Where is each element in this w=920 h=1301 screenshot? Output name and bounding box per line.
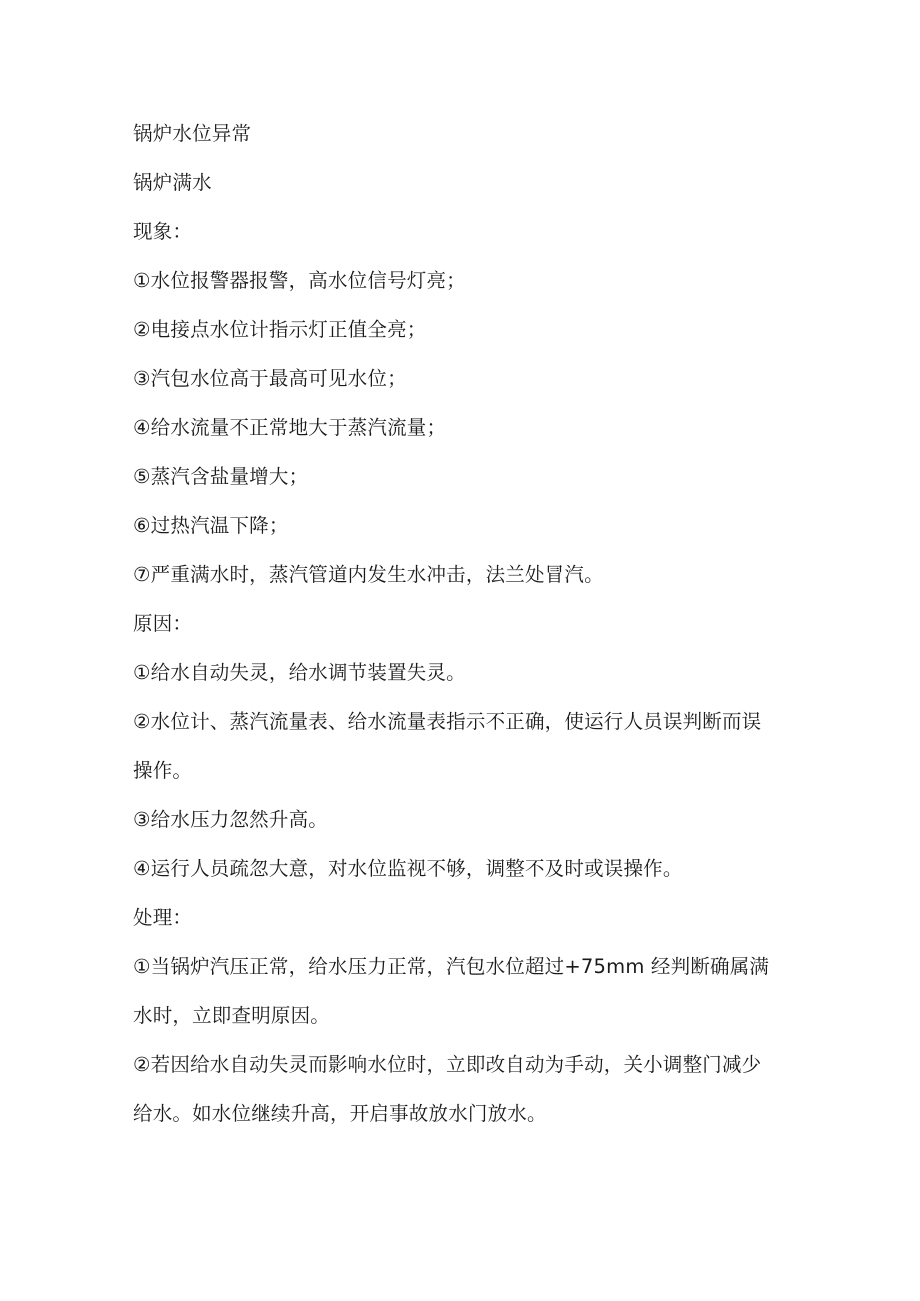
symptom-item-1: ①水位报警器报警，高水位信号灯亮；	[133, 269, 466, 292]
handling-item-1: ①当锅炉汽压正常，给水压力正常，汽包水位超过+75mm 经判断确属满	[133, 955, 770, 978]
subheading-symptoms: 现象：	[133, 220, 193, 243]
handling-item-2: ②若因给水自动失灵而影响水位时，立即改自动为手动，关小调整门减少	[133, 1053, 762, 1076]
symptom-item-6: ⑥过热汽温下降；	[133, 514, 289, 537]
document-body	[133, 109, 793, 1138]
cause-item-1: ①给水自动失灵，给水调节装置失灵。	[133, 661, 466, 684]
cause-item-2-continued: 操作。	[133, 759, 193, 782]
symptom-item-2: ②电接点水位计指示灯正值全亮；	[133, 318, 427, 341]
symptom-item-5: ⑤蒸汽含盐量增大；	[133, 465, 309, 488]
handling-item-2-continued: 给水。如水位继续升高，开启事故放水门放水。	[133, 1102, 547, 1125]
cause-item-3: ③给水压力忽然升高。	[133, 808, 328, 831]
cause-item-2: ②水位计、蒸汽流量表、给水流量表指示不正确，使运行人员误判断而误	[133, 710, 762, 733]
symptom-item-4: ④给水流量不正常地大于蒸汽流量；	[133, 416, 447, 439]
subheading-causes: 原因：	[133, 612, 193, 635]
doc-title: 锅炉水位异常	[133, 122, 252, 145]
subheading-handling: 处理：	[133, 906, 193, 929]
symptom-item-3: ③汽包水位高于最高可见水位；	[133, 367, 407, 390]
symptom-item-7: ⑦严重满水时，蒸汽管道内发生水冲击，法兰处冒汽。	[133, 563, 604, 586]
handling-item-1-continued: 水时，立即查明原因。	[133, 1004, 331, 1027]
cause-item-4: ④运行人员疏忽大意，对水位监视不够，调整不及时或误操作。	[133, 857, 683, 880]
section-heading-boiler-overflow: 锅炉满水	[133, 171, 212, 194]
